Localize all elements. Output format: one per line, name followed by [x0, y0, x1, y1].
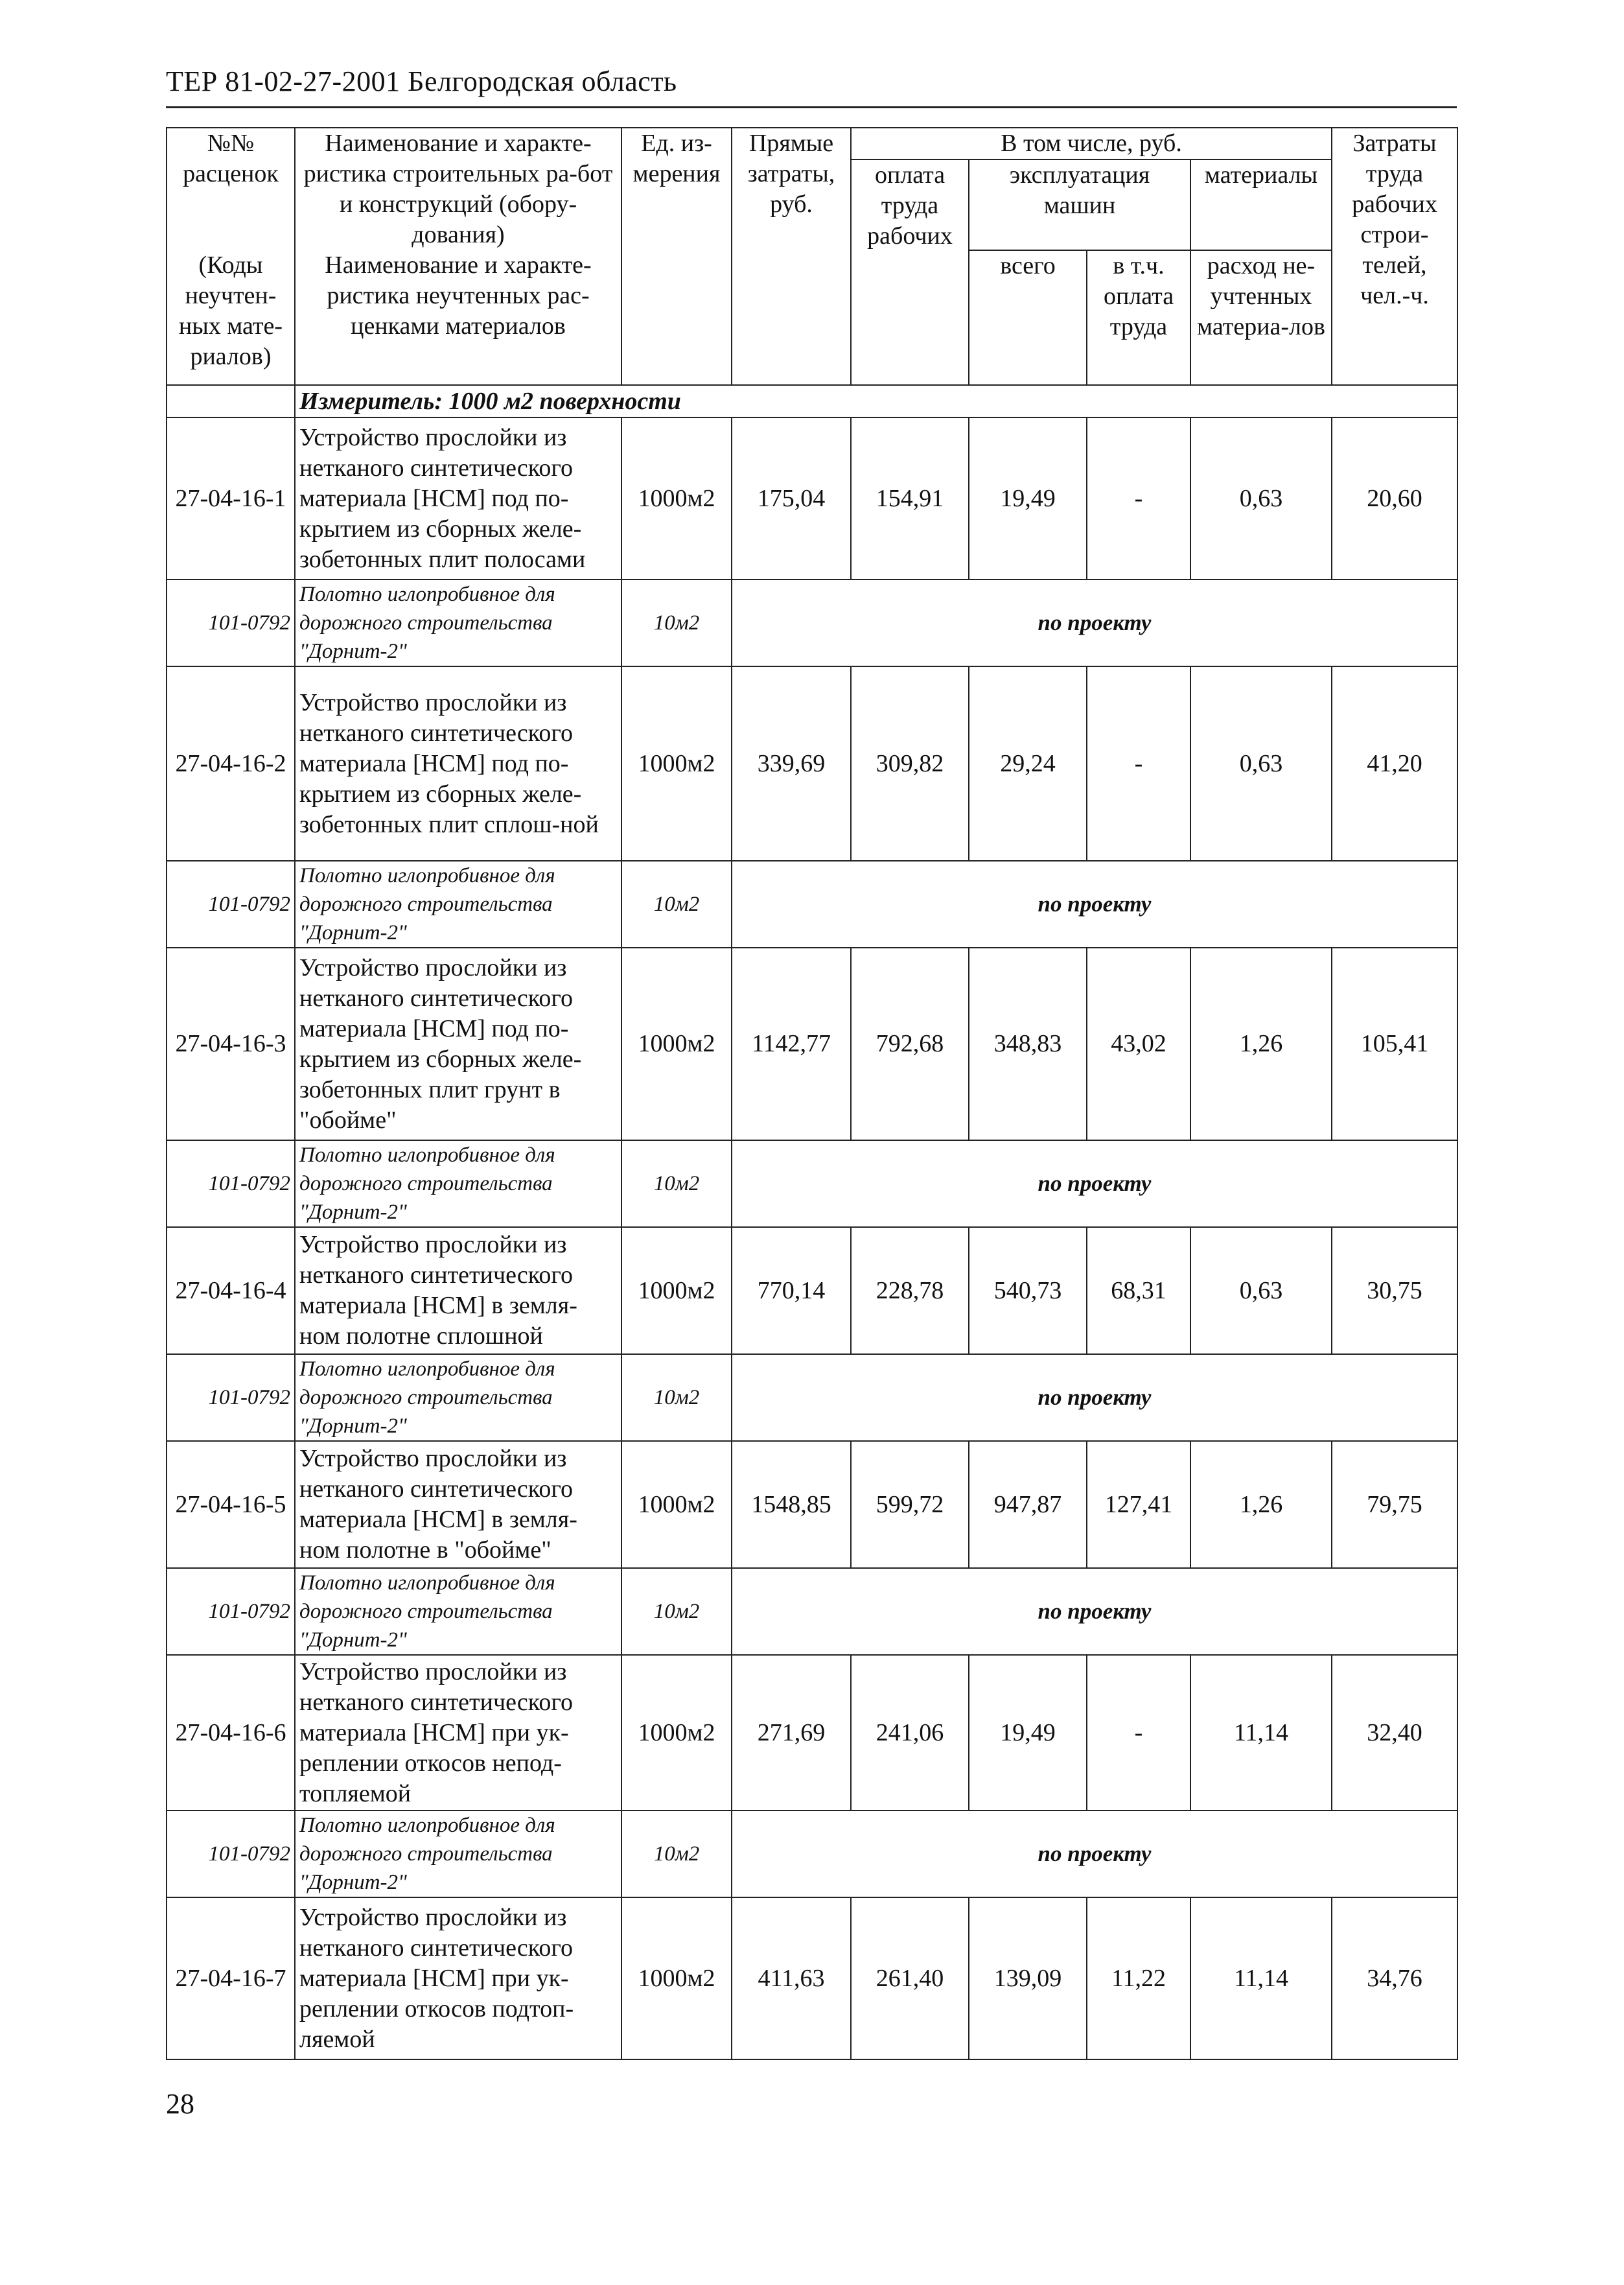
- rate-materials: 1,26: [1190, 1441, 1332, 1568]
- rate-row: [167, 1227, 1457, 1354]
- material-code: 101-0792: [167, 1140, 295, 1227]
- rate-row: [167, 1897, 1457, 2059]
- rate-code: 27-04-16-3: [167, 948, 295, 1140]
- header-rule: [166, 106, 1457, 108]
- material-code: 101-0792: [167, 1568, 295, 1655]
- rate-worker-hours: 30,75: [1332, 1227, 1457, 1354]
- rate-worker-hours: 32,40: [1332, 1655, 1457, 1810]
- material-name: Полотно иглопробивное для дорожного строительства "Дорнит-2": [295, 1354, 621, 1441]
- rate-unit: 1000м2: [621, 1897, 732, 2059]
- rate-unit: 1000м2: [621, 1441, 732, 1568]
- material-code: 101-0792: [167, 861, 295, 948]
- rate-worker-hours: 20,60: [1332, 417, 1457, 580]
- header-incl: В том числе, руб.: [851, 128, 1332, 159]
- material-row: [167, 580, 1457, 666]
- rate-worker-hours: 34,76: [1332, 1897, 1457, 2059]
- rate-materials: 0,63: [1190, 666, 1332, 861]
- rate-name: Устройство прослойки из нетканого синтетического материала [НСМ] под по-крытием из сборных желе-зобетонных плит грунт в "обойме": [295, 948, 621, 1140]
- material-row: [167, 1568, 1457, 1655]
- rate-code: 27-04-16-1: [167, 417, 295, 580]
- rate-machines-labor: -: [1087, 417, 1190, 580]
- material-unit: 10м2: [621, 580, 732, 666]
- rate-labor-cost: 228,78: [851, 1227, 969, 1354]
- rate-machines-labor: -: [1087, 1655, 1190, 1810]
- material-row: [167, 1140, 1457, 1227]
- header-code-sub: (Коды неучтен-ных мате-риалов): [167, 250, 295, 385]
- rate-machines-labor: 11,22: [1087, 1897, 1190, 2059]
- material-note: по проекту: [732, 1140, 1457, 1227]
- material-unit: 10м2: [621, 1354, 732, 1441]
- header-materials: материалы: [1190, 159, 1332, 250]
- rate-machines-total: 19,49: [969, 1655, 1087, 1810]
- page-number: 28: [166, 2088, 194, 2120]
- rate-unit: 1000м2: [621, 948, 732, 1140]
- material-code: 101-0792: [167, 580, 295, 666]
- rate-labor-cost: 241,06: [851, 1655, 969, 1810]
- material-unit: 10м2: [621, 861, 732, 948]
- rate-worker-hours: 79,75: [1332, 1441, 1457, 1568]
- rate-row: [167, 1441, 1457, 1568]
- rate-unit: 1000м2: [621, 1655, 732, 1810]
- material-unit: 10м2: [621, 1810, 732, 1897]
- rate-direct-cost: 1142,77: [732, 948, 851, 1140]
- rate-machines-total: 947,87: [969, 1441, 1087, 1568]
- material-note: по проекту: [732, 580, 1457, 666]
- rate-row: [167, 1655, 1457, 1810]
- rate-machines-total: 29,24: [969, 666, 1087, 861]
- material-code: 101-0792: [167, 1354, 295, 1441]
- rate-worker-hours: 41,20: [1332, 666, 1457, 861]
- material-code: 101-0792: [167, 1810, 295, 1897]
- measure-label: Измеритель: 1000 м2 поверхности: [295, 385, 1457, 417]
- rate-code: 27-04-16-7: [167, 1897, 295, 2059]
- rate-machines-total: 348,83: [969, 948, 1087, 1140]
- rate-name: Устройство прослойки из нетканого синтетического материала [НСМ] в земля-ном полотне сплошной: [295, 1227, 621, 1354]
- header-unit: Ед. из-мерения: [621, 128, 732, 385]
- header-workers: Затраты труда рабочих строи-телей, чел.-ч.: [1332, 128, 1457, 385]
- material-name: Полотно иглопробивное для дорожного строительства "Дорнит-2": [295, 1568, 621, 1655]
- material-name: Полотно иглопробивное для дорожного строительства "Дорнит-2": [295, 580, 621, 666]
- rate-name: Устройство прослойки из нетканого синтетического материала [НСМ] под по-крытием из сборных желе-зобетонных плит сплош-ной: [295, 666, 621, 861]
- header-mach-total: всего: [969, 250, 1087, 385]
- rate-direct-cost: 411,63: [732, 1897, 851, 2059]
- rates-table: [166, 127, 1458, 2060]
- rate-name: Устройство прослойки из нетканого синтетического материала [НСМ] при ук-реплении откосов подтоп-ляемой: [295, 1897, 621, 2059]
- header-direct: Прямые затраты, руб.: [732, 128, 851, 385]
- rate-materials: 0,63: [1190, 417, 1332, 580]
- header-name-sub: Наименование и характе-ристика неучтенных рас-ценками материалов: [295, 250, 621, 385]
- rate-direct-cost: 1548,85: [732, 1441, 851, 1568]
- rate-machines-labor: 68,31: [1087, 1227, 1190, 1354]
- rate-name: Устройство прослойки из нетканого синтетического материала [НСМ] в земля-ном полотне в "обойме": [295, 1441, 621, 1568]
- material-unit: 10м2: [621, 1140, 732, 1227]
- header-mach-labor: в т.ч. оплата труда: [1087, 250, 1190, 385]
- rate-direct-cost: 770,14: [732, 1227, 851, 1354]
- rate-materials: 11,14: [1190, 1655, 1332, 1810]
- rate-worker-hours: 105,41: [1332, 948, 1457, 1140]
- header-code: №№ расценок: [167, 128, 295, 250]
- rate-labor-cost: 261,40: [851, 1897, 969, 2059]
- rate-materials: 11,14: [1190, 1897, 1332, 2059]
- rate-materials: 1,26: [1190, 948, 1332, 1140]
- rate-code: 27-04-16-6: [167, 1655, 295, 1810]
- rate-unit: 1000м2: [621, 417, 732, 580]
- material-note: по проекту: [732, 1354, 1457, 1441]
- rate-code: 27-04-16-5: [167, 1441, 295, 1568]
- material-row: [167, 1810, 1457, 1897]
- rate-materials: 0,63: [1190, 1227, 1332, 1354]
- header-name: Наименование и характе-ристика строительных ра-бот и конструкций (обору-дования): [295, 128, 621, 250]
- rate-direct-cost: 175,04: [732, 417, 851, 580]
- measure-spacer: [167, 385, 295, 417]
- rate-machines-total: 139,09: [969, 1897, 1087, 2059]
- material-name: Полотно иглопробивное для дорожного строительства "Дорнит-2": [295, 1140, 621, 1227]
- document-header: ТЕР 81-02-27-2001 Белгородская область: [166, 65, 677, 97]
- rate-code: 27-04-16-4: [167, 1227, 295, 1354]
- rate-name: Устройство прослойки из нетканого синтетического материала [НСМ] под по-крытием из сборных желе-зобетонных плит полосами: [295, 417, 621, 580]
- material-name: Полотно иглопробивное для дорожного строительства "Дорнит-2": [295, 1810, 621, 1897]
- rate-direct-cost: 271,69: [732, 1655, 851, 1810]
- material-note: по проекту: [732, 1568, 1457, 1655]
- header-machines: эксплуатация машин: [969, 159, 1190, 250]
- rate-unit: 1000м2: [621, 666, 732, 861]
- rate-labor-cost: 309,82: [851, 666, 969, 861]
- rate-code: 27-04-16-2: [167, 666, 295, 861]
- rate-labor-cost: 154,91: [851, 417, 969, 580]
- material-row: [167, 1354, 1457, 1441]
- rate-row: [167, 666, 1457, 861]
- rate-labor-cost: 599,72: [851, 1441, 969, 1568]
- rate-machines-labor: 43,02: [1087, 948, 1190, 1140]
- rate-name: Устройство прослойки из нетканого синтетического материала [НСМ] при ук-реплении откосов непод-топляемой: [295, 1655, 621, 1810]
- rate-row: [167, 948, 1457, 1140]
- material-row: [167, 861, 1457, 948]
- material-note: по проекту: [732, 1810, 1457, 1897]
- rate-row: [167, 417, 1457, 580]
- material-note: по проекту: [732, 861, 1457, 948]
- rate-machines-total: 540,73: [969, 1227, 1087, 1354]
- rate-labor-cost: 792,68: [851, 948, 969, 1140]
- rate-machines-total: 19,49: [969, 417, 1087, 580]
- material-unit: 10м2: [621, 1568, 732, 1655]
- material-name: Полотно иглопробивное для дорожного строительства "Дорнит-2": [295, 861, 621, 948]
- rate-machines-labor: 127,41: [1087, 1441, 1190, 1568]
- rate-direct-cost: 339,69: [732, 666, 851, 861]
- rate-machines-labor: -: [1087, 666, 1190, 861]
- header-labor: оплата труда рабочих: [851, 159, 969, 385]
- header-mat-sub: расход не-учтенных материа-лов: [1190, 250, 1332, 385]
- rate-unit: 1000м2: [621, 1227, 732, 1354]
